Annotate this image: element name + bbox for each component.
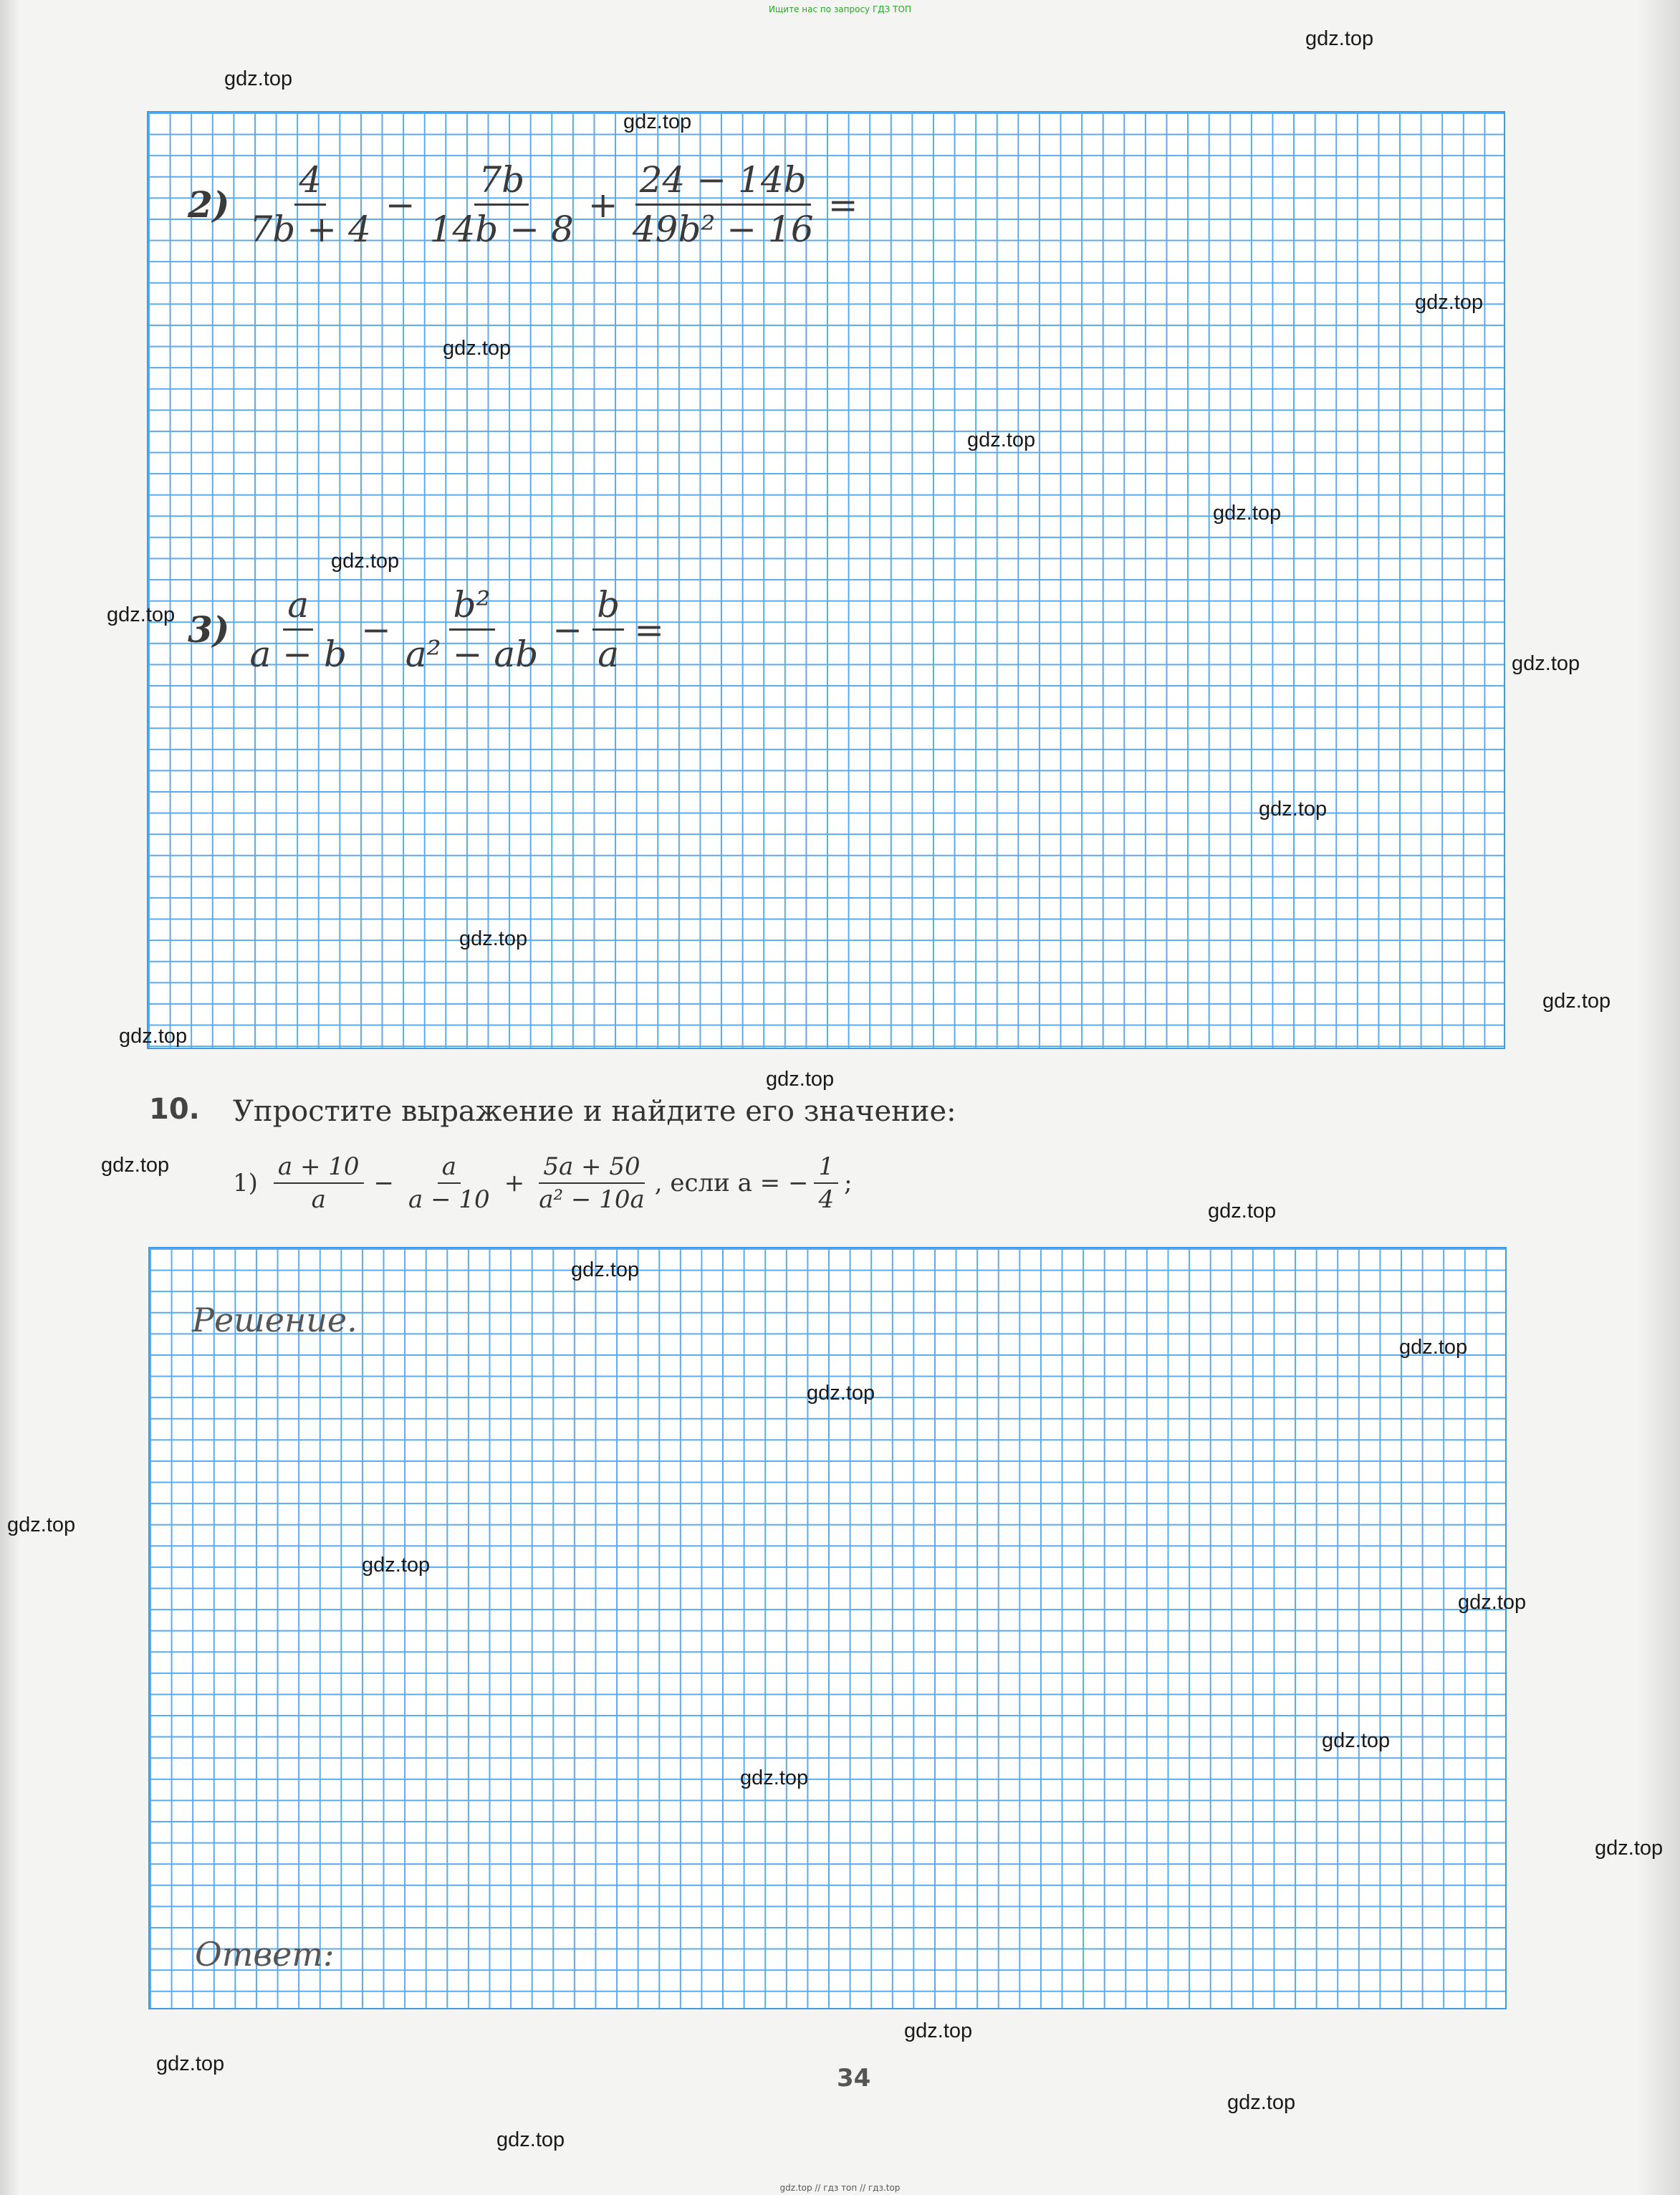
watermark: gdz.top [1415,291,1484,314]
watermark: gdz.top [443,337,512,360]
solution-label: Решение. [192,1301,357,1339]
fraction [274,1152,364,1214]
equals-sign: = [634,608,665,651]
watermark: gdz.top [967,429,1036,451]
fraction [534,1152,649,1214]
denominator: a − 10 [408,1185,490,1214]
watermark: gdz.top [1213,502,1282,525]
operator: − [552,608,583,651]
numerator: b [592,584,624,631]
watermark: gdz.top [623,110,692,133]
problem-3-expression [188,584,668,675]
denominator: 4 [818,1185,835,1214]
denominator: a² − ab [405,633,539,675]
fraction [814,1152,838,1214]
watermark: gdz.top [1512,652,1580,675]
operator: + [587,183,618,226]
numerator: 1 [814,1152,838,1184]
operator: − [385,183,416,226]
answer-grid-1 [147,111,1505,1049]
operator: − [360,608,391,651]
denominator: 49b² − 16 [632,209,814,250]
watermark: gdz.top [1595,1837,1664,1860]
denominator: a² − 10a [539,1185,645,1214]
task-number: 10. [149,1093,200,1126]
page-number: 34 [837,2064,871,2093]
watermark: gdz.top [1305,27,1374,50]
numerator: 24 − 14b [635,159,811,206]
watermark: gdz.top [7,1513,76,1536]
fraction [401,584,542,675]
task-10-item-1-expression [233,1152,853,1214]
watermark: gdz.top [571,1258,640,1281]
fraction [245,159,375,250]
equals-sign: = [827,183,858,226]
fraction [592,584,624,675]
watermark: gdz.top [119,1025,188,1048]
denominator: 14b − 8 [429,209,574,250]
problem-2-label: 2) [188,183,230,226]
watermark: gdz.top [156,2052,225,2075]
watermark: gdz.top [107,603,176,626]
watermark: gdz.top [807,1382,875,1405]
watermark: gdz.top [1399,1336,1468,1359]
watermark: gdz.top [1208,1200,1277,1223]
numerator: 7b [474,159,529,206]
watermark: gdz.top [331,550,400,573]
numerator: a + 10 [274,1152,364,1184]
page-edge-left [0,0,20,2195]
item-label: 1) [233,1169,258,1197]
answer-label: Ответ: [195,1935,335,1974]
condition-text: , если a = − [654,1169,809,1197]
fraction [245,584,351,675]
watermark: gdz.top [1458,1591,1527,1614]
bottom-banner: gdz.top // гдз топ // гдз.top [779,2183,901,2193]
operator: − [373,1169,395,1197]
watermark: gdz.top [496,2128,565,2151]
fraction [404,1152,494,1214]
numerator: 5a + 50 [539,1152,644,1184]
numerator: a [438,1152,461,1184]
numerator: b² [449,584,495,631]
watermark: gdz.top [101,1154,170,1177]
numerator: 4 [294,159,326,206]
denominator: a [311,1185,326,1214]
operator: + [504,1169,525,1197]
problem-2-expression [188,159,863,250]
problem-3-label: 3) [188,608,230,651]
watermark: gdz.top [740,1766,809,1789]
watermark: gdz.top [362,1554,431,1577]
top-banner: Ищите нас по запросу ГДЗ ТОП [769,4,911,14]
fraction [426,159,578,250]
semicolon: ; [844,1169,853,1197]
watermark: gdz.top [1322,1729,1391,1752]
fraction [628,159,818,250]
watermark: gdz.top [1259,798,1328,821]
watermark: gdz.top [1227,2091,1296,2114]
numerator: a [283,584,313,631]
denominator: a − b [249,633,347,675]
watermark: gdz.top [459,927,528,950]
watermark: gdz.top [1542,990,1611,1013]
watermark: gdz.top [766,1068,835,1091]
denominator: a [597,633,620,675]
watermark: gdz.top [224,67,293,90]
denominator: 7b + 4 [249,209,371,250]
task-instruction: Упростите выражение и найдите его значение: [233,1095,956,1128]
page-edge-right [1637,0,1680,2195]
answer-grid-2 [148,1247,1507,2009]
watermark: gdz.top [904,2019,973,2042]
